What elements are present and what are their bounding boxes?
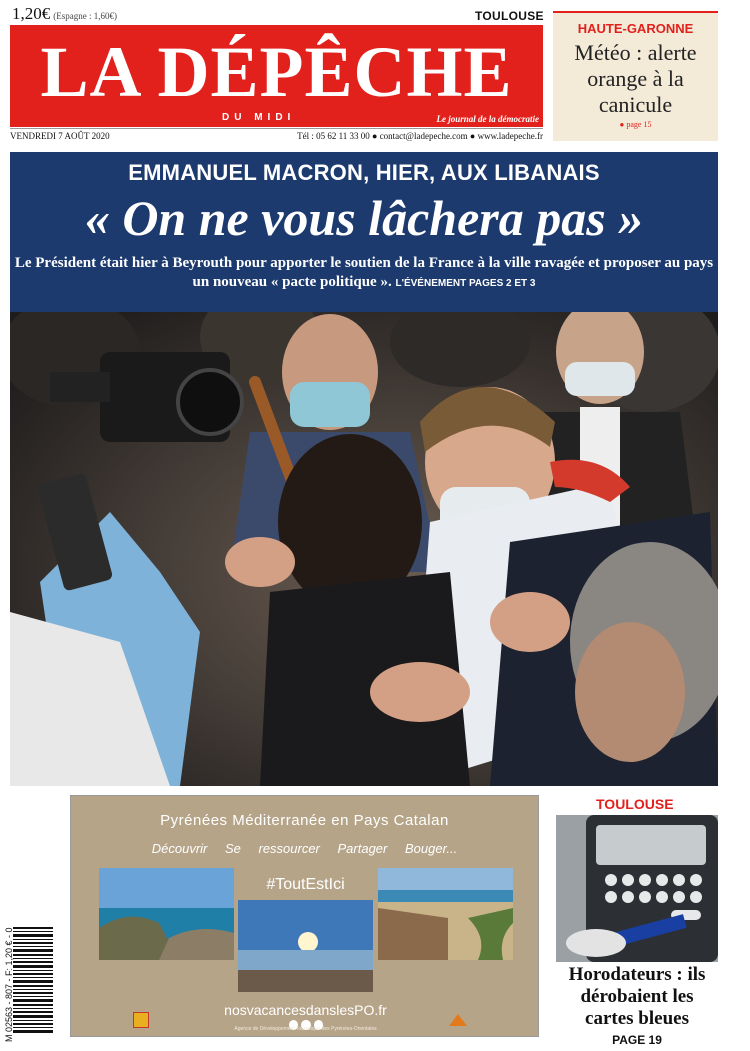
- ad-agency: Agence de Développement Touristique des Pyrénées-Orientales: [234, 1026, 377, 1032]
- parking-meter-illustration: [556, 815, 718, 962]
- region-logo-icon: [133, 1012, 149, 1028]
- masthead: [10, 25, 543, 127]
- ad-hashtag: #ToutEstIci: [266, 876, 345, 893]
- weather-page-ref: ● page 15: [619, 120, 652, 129]
- advertisement[interactable]: [70, 795, 539, 1037]
- ad-photo-dunes: [378, 868, 513, 960]
- secondary-headline[interactable]: Horodateurs : ils dérobaient les cartes bleues: [568, 964, 706, 1029]
- weather-headline: Météo : alerte orange à la canicule: [574, 40, 697, 117]
- weather-teaser[interactable]: [553, 11, 718, 141]
- edition-label: TOULOUSE: [475, 9, 544, 23]
- ad-verbs: Découvrir Se ressourcer Partager Bouger...: [151, 841, 458, 856]
- barcode-bars: [13, 927, 53, 1037]
- lead-page-ref: L'ÉVÉNEMENT PAGES 2 ET 3: [395, 278, 536, 289]
- secondary-page-ref: PAGE 19: [612, 1033, 662, 1047]
- weather-region: HAUTE-GARONNE: [577, 21, 694, 36]
- lead-deck: [10, 254, 718, 293]
- barcode: [13, 927, 53, 1037]
- ad-photo-sunset-illustration: [238, 900, 373, 992]
- lead-photo[interactable]: [10, 312, 718, 786]
- lead-story-header[interactable]: [10, 152, 718, 312]
- contact-info: Tél : 05 62 11 33 00 ● contact@ladepeche.com ● www.ladepeche.fr: [297, 131, 543, 141]
- lead-photo-illustration: [10, 312, 718, 786]
- ad-url[interactable]: nosvacancesdanslesPO.fr: [224, 1002, 387, 1018]
- secondary-section-label: TOULOUSE: [596, 796, 674, 812]
- issue-date: VENDREDI 7 AOÛT 2020: [10, 131, 110, 141]
- dateline: [10, 128, 543, 142]
- ad-photo-coast-illustration: [99, 868, 234, 960]
- lead-headline: « On ne vous lâchera pas »: [84, 190, 644, 246]
- ad-photo-coast: [99, 868, 234, 960]
- lead-kicker: EMMANUEL MACRON, HIER, AUX LIBANAIS: [128, 160, 600, 185]
- ad-photo-dunes-illustration: [378, 868, 513, 960]
- cover-price: [12, 4, 117, 24]
- ad-photo-sunset: [238, 900, 373, 992]
- barcode-text: M 02563 - 807 - F: 1,20 € - 0: [4, 927, 14, 1042]
- masthead-slogan: Le journal de la démocratie: [436, 114, 539, 124]
- lead-deck-text: Le Président était hier à Beyrouth pour apporter le soutien de la France à la ville ravagée et proposer au pays un nouveau « pacte politique ».: [14, 255, 714, 290]
- parking-meter-photo[interactable]: [556, 815, 718, 962]
- masthead-subtitle: DU MIDI: [222, 112, 296, 123]
- masthead-title: LA DÉPÊCHE: [40, 32, 513, 112]
- price-amount: 1,20€: [12, 4, 51, 23]
- price-note: (Espagne : 1,60€): [53, 11, 117, 21]
- ad-title: Pyrénées Méditerranée en Pays Catalan: [160, 812, 449, 829]
